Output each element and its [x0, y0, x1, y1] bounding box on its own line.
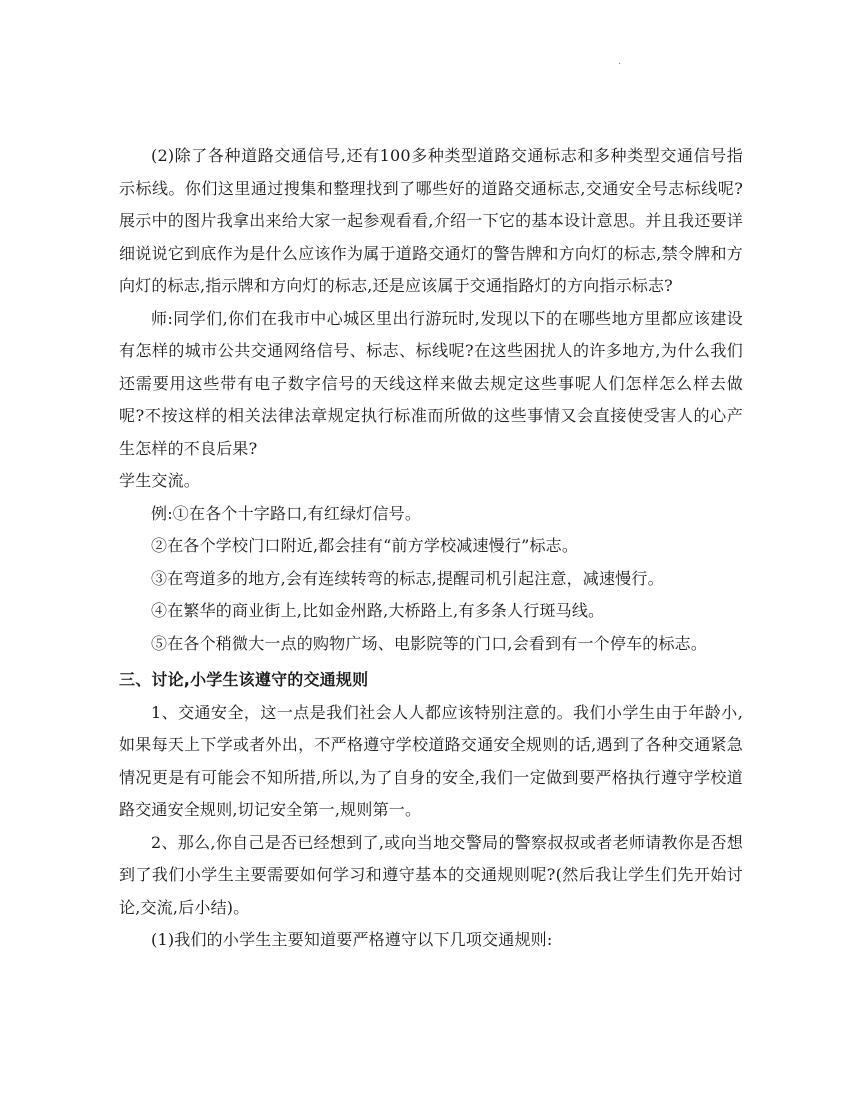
example-item-3: ③在弯道多的地方,会有连续转弯的标志,提醒司机引起注意，减速慢行。	[151, 568, 664, 588]
paragraph-rules-intro: (1)我们的小学生主要知道要严格遵守以下几项交通规则:	[151, 930, 553, 949]
document-body	[119, 140, 743, 957]
paragraph-discussion: 2、那么,你自己是否已经想到了,或向当地交警局的警察叔叔或者老师请教你是否想到了我们小学生主要需要如何学习和遵守基本的交通规则呢?(然后我让学生们先开始讨论,交流,后小结)。	[119, 832, 743, 917]
header-mark: .	[618, 56, 622, 67]
paragraph-student-exchange: 学生交流。	[119, 471, 201, 490]
example-item-1: 例:①在各个十字路口,有红绿灯信号。	[151, 503, 422, 523]
paragraph-traffic-safety: 1、交通安全，这一点是我们社会人人都应该特别注意的。我们小学生由于年龄小,如果每天上下学或者外出，不严格遵守学校道路交通安全规则的话,遇到了各种交通紧急情况更是有可能会不知所措,所以,为了自身的安全,我们一定做到要严格执行遵守学校道路交通安全规则,切记安全第一,规则第一。	[119, 702, 743, 819]
paragraph-teacher-question: 师:同学们,你们在我市中心城区里出行游玩时,发现以下的在哪些地方里都应该建设有怎样的城市公共交通网络信号、标志、标线呢?在这些困扰人的许多地方,为什么我们还需要用这些带有电子数字信号的天线这样来做去规定这些事呢人们怎样怎么样去做呢?不按这样的相关法律法章规定执行标准而所做的这些事情又会直接使受害人的心产生怎样的不良后果?	[119, 308, 743, 458]
example-item-2: ②在各个学校门口附近,都会挂有“前方学校减速慢行”标志。	[151, 536, 579, 555]
example-item-5: ⑤在各个稍微大一点的购物广场、电影院等的门口,会看到有一个停车的标志。	[151, 633, 708, 653]
example-item-4: ④在繁华的商业街上,比如金州路,大桥路上,有多条人行斑马线。	[151, 601, 605, 620]
paragraph-traffic-signs: (2)除了各种道路交通信号,还有100多种类型道路交通标志和多种类型交通信号指示标线。你们这里通过搜集和整理找到了哪些好的道路交通标志,交通安全号志标线呢?展示中的图片我拿出来给大家一起参观看看,介绍一下它的基本设计意思。并且我还要详细说说它到底作为是什么应该作为属于道路交通灯的警告牌和方向灯的标志,禁令牌和方向灯的标志,指示牌和方向灯的标志,还是应该属于交通指路灯的方向指示标志?	[119, 146, 743, 295]
section-heading: 三、讨论,小学生该遵守的交通规则	[119, 670, 369, 689]
